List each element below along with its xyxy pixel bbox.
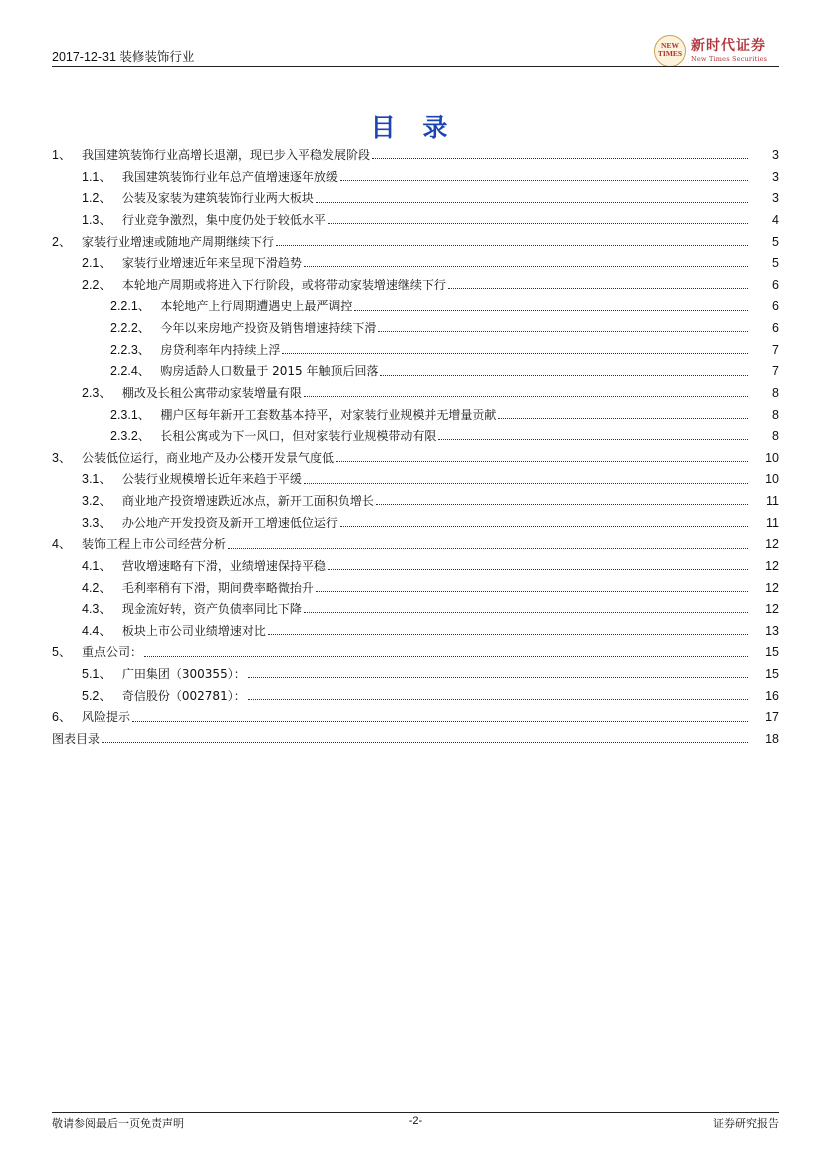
toc-entry[interactable] <box>52 210 779 232</box>
toc-entry[interactable] <box>52 188 779 210</box>
toc-dot-leader <box>304 602 748 613</box>
toc-entry-page: 16 <box>765 688 779 703</box>
toc-entry-page: 11 <box>766 515 779 530</box>
toc-entry-number: 4.4、 <box>82 623 112 638</box>
toc-entry[interactable] <box>52 167 779 189</box>
toc-entry-page: 4 <box>772 212 779 227</box>
toc-entry-page: 5 <box>772 256 779 271</box>
toc-entry[interactable] <box>52 296 779 318</box>
toc-entry[interactable] <box>52 448 779 470</box>
footer-divider <box>52 1112 779 1113</box>
toc-dot-leader <box>372 148 748 159</box>
toc-entry[interactable] <box>52 405 779 427</box>
toc-entry[interactable] <box>52 729 779 751</box>
toc-entry-line <box>110 318 751 340</box>
toc-entry[interactable] <box>52 340 779 362</box>
toc-entry-line <box>82 621 751 643</box>
header-date-industry: 2017-12-31 装修装饰行业 <box>52 50 195 64</box>
toc-entry-page: 15 <box>765 645 779 660</box>
toc-entry-page: 3 <box>772 191 779 206</box>
toc-entry-line <box>82 664 751 686</box>
toc-entry-title: 风险提示 <box>82 710 131 725</box>
logo-mark: NEW TIMES <box>657 41 683 58</box>
toc-dot-leader <box>248 667 748 678</box>
toc-entry-number: 2.2.2、 <box>110 321 151 335</box>
toc-entry[interactable] <box>52 556 779 578</box>
toc-entry-line <box>82 188 751 210</box>
toc-dot-leader <box>102 732 748 743</box>
toc-entry[interactable] <box>52 534 779 556</box>
footer-page-number: -2- <box>408 1115 423 1127</box>
toc-entry-line <box>52 729 751 751</box>
toc-entry-title: 我国建筑装饰行业高增长退潮，现已步入平稳发展阶段 <box>82 148 371 162</box>
toc-entry-number: 3.3、 <box>82 515 112 530</box>
toc-entry-line <box>82 383 751 405</box>
logo-emblem <box>654 35 686 67</box>
toc-entry-title: 毛利率稍有下滑，期间费率略微抬升 <box>121 580 314 595</box>
toc-dot-leader <box>316 581 748 592</box>
toc-entry-line <box>110 405 751 427</box>
toc-entry[interactable] <box>52 469 779 491</box>
toc-entry[interactable] <box>52 578 779 600</box>
toc-entry-line <box>52 448 751 470</box>
toc-dot-leader <box>282 343 748 354</box>
toc-dot-leader <box>376 494 748 505</box>
toc-entry-title: 本轮地产上行周期遭遇史上最严调控 <box>160 299 353 314</box>
toc-entry-line <box>82 491 751 513</box>
toc-entry-page: 6 <box>772 299 779 314</box>
toc-dot-leader <box>276 235 748 246</box>
toc-entry[interactable] <box>52 642 779 664</box>
toc-entry-number: 5.2、 <box>82 688 112 703</box>
toc-dot-leader <box>248 689 748 700</box>
toc-entry-number: 1.3、 <box>82 212 112 227</box>
toc-entry[interactable] <box>52 232 779 254</box>
toc-dot-leader <box>304 473 748 484</box>
toc-dot-leader <box>328 559 748 570</box>
toc-entry-line <box>52 707 751 729</box>
toc-entry[interactable] <box>52 383 779 405</box>
toc-entry-page: 8 <box>772 407 779 422</box>
toc-dot-leader <box>336 451 748 462</box>
toc-entry-line <box>82 210 751 232</box>
toc-entry-number: 2.2.4、 <box>110 364 151 379</box>
toc-entry[interactable] <box>52 145 779 167</box>
logo-chinese-name: 新时代证券 <box>691 38 766 54</box>
toc-dot-leader <box>438 429 748 440</box>
footer-disclaimer: 敬请参阅最后一页免责声明 <box>52 1117 184 1130</box>
toc-entry-line <box>82 513 751 535</box>
toc-entry-title: 购房适龄人口数量于 2015 年触顶后回落 <box>160 364 379 379</box>
toc-entry-number: 2.3.2、 <box>110 429 151 444</box>
toc-entry-title: 重点公司： <box>82 645 143 660</box>
toc-dot-leader <box>498 408 748 419</box>
toc-entry-page: 5 <box>772 234 779 249</box>
toc-entry-line <box>52 534 751 556</box>
toc-dot-leader <box>144 646 748 657</box>
toc-entry[interactable] <box>52 707 779 729</box>
company-logo <box>654 33 779 65</box>
toc-entry-number: 4.2、 <box>82 580 112 595</box>
toc-entry-line <box>110 296 751 318</box>
toc-entry-title: 板块上市公司业绩增速对比 <box>121 623 266 638</box>
toc-entry[interactable] <box>52 275 779 297</box>
toc-entry[interactable] <box>52 599 779 621</box>
toc-entry-number: 2.2.3、 <box>110 342 151 357</box>
toc-dot-leader <box>378 321 748 332</box>
toc-entry-number: 2.3、 <box>82 385 112 400</box>
toc-entry-title: 棚改及长租公寓带动家装增量有限 <box>121 385 302 400</box>
toc-entry-page: 10 <box>765 450 779 465</box>
toc-dot-leader <box>354 300 748 311</box>
toc-entry-title: 商业地产投资增速跌近冰点，新开工面积负增长 <box>121 494 374 508</box>
toc-entry-line <box>52 232 751 254</box>
toc-entry-title: 办公地产开发投资及新开工增速低位运行 <box>121 515 338 530</box>
toc-entry-title: 装饰工程上市公司经营分析 <box>82 537 227 552</box>
logo-english-name: New Times Securities <box>691 55 768 63</box>
toc-entry-number: 3、 <box>52 450 72 465</box>
toc-dot-leader <box>380 365 748 376</box>
toc-dot-leader <box>340 516 748 527</box>
toc-entry[interactable] <box>52 318 779 340</box>
toc-entry-page: 12 <box>765 537 779 552</box>
toc-title: 目 录 <box>370 113 457 142</box>
toc-entry-number: 2.2、 <box>82 277 112 292</box>
toc-entry-page: 7 <box>772 342 779 357</box>
toc-entry[interactable] <box>52 361 779 383</box>
toc-entry-title: 棚户区每年新开工套数基本持平，对家装行业规模并无增量贡献 <box>160 407 497 422</box>
toc-entry-line <box>110 361 751 383</box>
footer-report-type: 证券研究报告 <box>713 1117 779 1130</box>
toc-dot-leader <box>268 624 748 635</box>
toc-entry-title: 图表目录 <box>52 731 101 746</box>
toc-entry-title: 房贷利率年内持续上浮 <box>160 342 281 357</box>
toc-entry-page: 15 <box>765 667 779 681</box>
toc-entry[interactable] <box>52 426 779 448</box>
toc-entry-number: 2、 <box>52 234 72 249</box>
toc-entry-line <box>82 253 751 275</box>
toc-dot-leader <box>340 170 748 181</box>
toc-entry-number: 2.2.1、 <box>110 299 151 314</box>
toc-entry-page: 3 <box>772 148 779 162</box>
toc-entry[interactable] <box>52 491 779 513</box>
toc-entry-title: 我国建筑装饰行业年总产值增速逐年放缓 <box>121 169 338 184</box>
toc-entry-page: 6 <box>772 321 779 335</box>
toc-entry-title: 家装行业增速近年来呈现下滑趋势 <box>121 256 302 271</box>
toc-dot-leader <box>132 711 748 722</box>
toc-dot-leader <box>304 256 748 267</box>
toc-entry-page: 12 <box>765 558 779 573</box>
toc-entry-page: 10 <box>765 472 779 487</box>
toc-entry-number: 2.1、 <box>82 256 112 271</box>
toc-entry-title: 家装行业增速或随地产周期继续下行 <box>82 234 275 249</box>
toc-entry-number: 1.1、 <box>82 169 112 184</box>
header-divider <box>52 66 779 67</box>
toc-entry-title: 本轮地产周期或将进入下行阶段，或将带动家装增速继续下行 <box>121 277 446 292</box>
toc-entry-title: 公装及家装为建筑装饰行业两大板块 <box>121 191 314 206</box>
toc-entry-page: 17 <box>765 710 779 725</box>
toc-entry-line <box>110 426 751 448</box>
toc-entry-page: 13 <box>765 623 779 638</box>
toc-entry-number: 1、 <box>52 148 72 162</box>
toc-entry-page: 3 <box>772 169 779 184</box>
toc-dot-leader <box>328 213 748 224</box>
toc-entry-line <box>52 642 751 664</box>
toc-entry-number: 3.1、 <box>82 472 112 487</box>
toc-entry[interactable] <box>52 664 779 686</box>
toc-entry[interactable] <box>52 513 779 535</box>
toc-entry-page: 12 <box>765 580 779 595</box>
toc-entry-number: 5、 <box>52 645 72 660</box>
toc-entry-line <box>110 340 751 362</box>
table-of-contents <box>52 145 779 751</box>
toc-entry-line <box>82 275 751 297</box>
toc-entry-title: 公装行业规模增长近年来趋于平缓 <box>121 472 302 487</box>
toc-entry-page: 8 <box>772 385 779 400</box>
toc-entry-number: 4.1、 <box>82 558 112 573</box>
toc-entry-page: 7 <box>772 364 779 379</box>
toc-entry-number: 1.2、 <box>82 191 112 206</box>
toc-entry-title: 营收增速略有下滑，业绩增速保持平稳 <box>121 558 326 573</box>
toc-entry-number: 6、 <box>52 710 72 725</box>
toc-entry[interactable] <box>52 686 779 708</box>
toc-entry-page: 11 <box>766 494 779 508</box>
toc-entry-title: 广田集团（300355）： <box>121 667 246 681</box>
toc-dot-leader <box>316 192 748 203</box>
toc-entry-number: 3.2、 <box>82 494 112 508</box>
toc-dot-leader <box>448 278 748 289</box>
toc-entry-title: 公装低位运行，商业地产及办公楼开发景气度低 <box>82 450 335 465</box>
toc-entry-line <box>52 145 751 167</box>
page-header <box>52 33 779 67</box>
toc-entry-number: 5.1、 <box>82 667 112 681</box>
toc-entry[interactable] <box>52 253 779 275</box>
toc-entry-title: 行业竞争激烈，集中度仍处于较低水平 <box>121 212 326 227</box>
toc-entry-title: 长租公寓或为下一风口，但对家装行业规模带动有限 <box>160 429 437 444</box>
toc-entry-number: 2.3.1、 <box>110 407 151 422</box>
toc-entry-number: 4.3、 <box>82 602 112 617</box>
toc-dot-leader <box>304 386 748 397</box>
toc-entry-line <box>82 686 751 708</box>
toc-entry-page: 12 <box>765 602 779 617</box>
toc-entry-page: 8 <box>772 429 779 444</box>
toc-entry-title: 现金流好转，资产负债率同比下降 <box>121 602 302 617</box>
toc-entry-title: 奇信股份（002781）： <box>121 688 246 703</box>
toc-entry-title: 今年以来房地产投资及销售增速持续下滑 <box>160 321 377 335</box>
toc-entry-line <box>82 167 751 189</box>
toc-entry-line <box>82 599 751 621</box>
toc-entry-page: 18 <box>765 731 779 746</box>
toc-entry-line <box>82 469 751 491</box>
toc-entry-page: 6 <box>772 277 779 292</box>
toc-dot-leader <box>228 538 748 549</box>
toc-entry-number: 4、 <box>52 537 72 552</box>
page-footer <box>52 1115 779 1133</box>
toc-entry-line <box>82 556 751 578</box>
toc-entry[interactable] <box>52 621 779 643</box>
toc-entry-line <box>82 578 751 600</box>
